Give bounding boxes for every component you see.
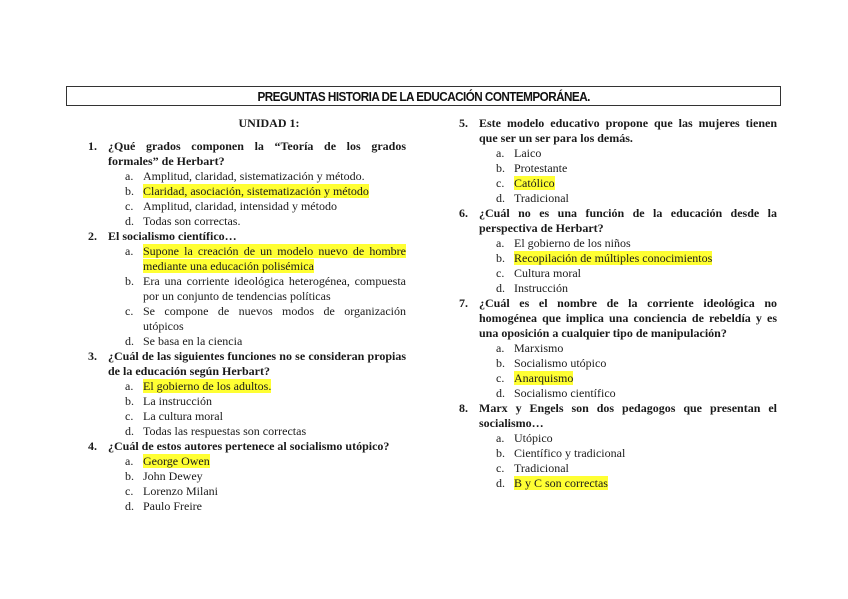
option-text: [514, 446, 777, 461]
answer-text: Marxismo: [514, 341, 564, 355]
option-list: [88, 379, 406, 439]
answer-text: Se basa en la ciencia: [143, 334, 243, 348]
option-letter: b.: [496, 446, 505, 460]
question-text: ¿Cuál es el nombre de la corriente ideológica no homogénea que implica una conciencia de rebeldía y es una oposición a cualquier tipo de manipulación?: [479, 296, 777, 340]
option-letter: a.: [496, 146, 505, 160]
question-4: [88, 439, 406, 514]
option-letter: c.: [496, 176, 505, 190]
question-heading: [88, 139, 406, 169]
answer-text: Todas las respuestas son correctas: [143, 424, 307, 438]
answer-option: [459, 161, 777, 176]
option-text: [514, 146, 777, 161]
option-list: [459, 431, 777, 491]
option-text: [514, 176, 777, 191]
option-letter: d.: [125, 214, 134, 228]
question-heading: [459, 206, 777, 236]
question-heading: [88, 349, 406, 379]
answer-text: Se compone de nuevos modos de organización utópicos: [143, 304, 406, 333]
question-5: [459, 116, 777, 206]
answer-text: Instrucción: [514, 281, 568, 295]
option-letter: a.: [125, 379, 134, 393]
unit-heading: UNIDAD 1:: [238, 116, 300, 130]
option-letter: a.: [496, 341, 505, 355]
option-text: [143, 409, 406, 424]
answer-text: Era una corriente ideológica heterogénea, compuesta por un conjunto de tendencias políticas: [143, 274, 406, 303]
question-number: 1.: [88, 139, 97, 153]
answer-option: [88, 169, 406, 184]
option-list: [88, 454, 406, 514]
option-text: [514, 431, 777, 446]
answer-text: Protestante: [514, 161, 568, 175]
answer-option: [88, 424, 406, 439]
question-7: [459, 296, 777, 401]
document-title-box: [66, 86, 781, 106]
option-letter: c.: [496, 371, 505, 385]
option-list: [459, 146, 777, 206]
option-letter: c.: [125, 409, 134, 423]
option-letter: d.: [496, 191, 505, 205]
answer-option: [88, 484, 406, 499]
option-text: [143, 454, 406, 469]
highlighted-answer: Supone la creación de un modelo nuevo de hombre mediante una educación polisémica: [143, 244, 406, 273]
question-1: [88, 139, 406, 229]
option-letter: c.: [125, 484, 134, 498]
option-text: [143, 184, 406, 199]
answer-text: Utópico: [514, 431, 553, 445]
option-text: [514, 461, 777, 476]
option-text: [143, 394, 406, 409]
question-number: 2.: [88, 229, 97, 243]
option-letter: a.: [125, 169, 134, 183]
answer-option: [459, 191, 777, 206]
answer-option-highlighted: [459, 176, 777, 191]
option-text: [514, 251, 777, 266]
option-letter: c.: [496, 461, 505, 475]
question-text: El socialismo científico…: [108, 229, 237, 243]
answer-text: Socialismo utópico: [514, 356, 607, 370]
question-text: ¿Cuál de las siguientes funciones no se consideran propias de la educación según Herbart?: [108, 349, 406, 378]
answer-text: Amplitud, claridad, sistematización y método.: [143, 169, 365, 183]
option-text: [514, 476, 777, 491]
option-text: [143, 244, 406, 274]
answer-option-highlighted: [459, 476, 777, 491]
answer-option: [88, 304, 406, 334]
option-letter: b.: [496, 356, 505, 370]
answer-option: [459, 266, 777, 281]
question-heading: [88, 229, 406, 244]
answer-option: [88, 199, 406, 214]
highlighted-answer: El gobierno de los adultos.: [143, 379, 272, 393]
answer-option: [88, 394, 406, 409]
option-letter: b.: [125, 394, 134, 408]
option-text: [514, 161, 777, 176]
answer-option: [459, 341, 777, 356]
document-title: PREGUNTAS HISTORIA DE LA EDUCACIÓN CONTEMPORÁNEA.: [257, 88, 590, 104]
option-text: [514, 236, 777, 251]
answer-text: Lorenzo Milani: [143, 484, 218, 498]
answer-option-highlighted: [459, 251, 777, 266]
question-heading: [459, 116, 777, 146]
option-letter: d.: [125, 499, 134, 513]
highlighted-answer: Claridad, asociación, sistematización y método: [143, 184, 369, 198]
answer-text: Paulo Freire: [143, 499, 202, 513]
answer-option: [88, 274, 406, 304]
option-text: [143, 484, 406, 499]
option-text: [143, 274, 406, 304]
answer-option: [459, 356, 777, 371]
option-text: [514, 191, 777, 206]
answer-option: [88, 214, 406, 229]
answer-option: [88, 409, 406, 424]
answer-text: Tradicional: [514, 191, 569, 205]
option-list: [459, 236, 777, 296]
highlighted-answer: Católico: [514, 176, 555, 190]
option-text: [514, 266, 777, 281]
option-letter: c.: [496, 266, 505, 280]
option-text: [143, 334, 406, 349]
question-6: [459, 206, 777, 296]
answer-option: [88, 499, 406, 514]
option-text: [514, 371, 777, 386]
option-letter: a.: [496, 431, 505, 445]
answer-text: Amplitud, claridad, intensidad y método: [143, 199, 337, 213]
answer-text: Laico: [514, 146, 542, 160]
answer-option-highlighted: [459, 371, 777, 386]
question-8: [459, 401, 777, 491]
answer-option: [459, 386, 777, 401]
option-text: [143, 169, 406, 184]
right-column: [459, 116, 777, 491]
answer-option: [459, 461, 777, 476]
option-list: [88, 244, 406, 349]
option-text: [514, 386, 777, 401]
option-letter: b.: [496, 251, 505, 265]
question-number: 7.: [459, 296, 468, 310]
option-letter: d.: [496, 386, 505, 400]
answer-option: [88, 469, 406, 484]
question-text: ¿Cuál de estos autores pertenece al socialismo utópico?: [108, 439, 390, 453]
answer-text: Científico y tradicional: [514, 446, 626, 460]
highlighted-answer: Anarquismo: [514, 371, 574, 385]
option-letter: b.: [125, 274, 134, 288]
question-number: 3.: [88, 349, 97, 363]
option-text: [514, 281, 777, 296]
question-text: Este modelo educativo propone que las mujeres tienen que ser un ser para los demás.: [479, 116, 777, 145]
answer-text: Socialismo científico: [514, 386, 616, 400]
option-letter: b.: [496, 161, 505, 175]
option-text: [143, 379, 406, 394]
answer-option: [459, 281, 777, 296]
answer-text: Todas son correctas.: [143, 214, 241, 228]
answer-option: [459, 431, 777, 446]
option-text: [514, 356, 777, 371]
answer-option: [459, 236, 777, 251]
question-number: 5.: [459, 116, 468, 130]
option-list: [88, 169, 406, 229]
question-number: 8.: [459, 401, 468, 415]
answer-option-highlighted: [88, 244, 406, 274]
answer-option: [459, 446, 777, 461]
question-3: [88, 349, 406, 439]
answer-option: [88, 334, 406, 349]
left-question-list: [88, 139, 406, 514]
question-heading: [88, 439, 406, 454]
option-letter: d.: [496, 281, 505, 295]
option-text: [143, 469, 406, 484]
option-letter: d.: [125, 334, 134, 348]
option-letter: a.: [125, 454, 134, 468]
answer-text: Cultura moral: [514, 266, 581, 280]
option-letter: d.: [496, 476, 505, 490]
answer-text: El gobierno de los niños: [514, 236, 631, 250]
answer-option: [459, 146, 777, 161]
left-column: [88, 116, 406, 514]
option-list: [459, 341, 777, 401]
option-letter: b.: [125, 469, 134, 483]
option-letter: c.: [125, 199, 134, 213]
answer-text: La instrucción: [143, 394, 212, 408]
answer-option-highlighted: [88, 184, 406, 199]
question-text: ¿Qué grados componen la “Teoría de los grados formales” de Herbart?: [108, 139, 406, 168]
question-heading: [459, 296, 777, 341]
option-letter: a.: [496, 236, 505, 250]
question-2: [88, 229, 406, 349]
highlighted-answer: Recopilación de múltiples conocimientos: [514, 251, 713, 265]
option-letter: c.: [125, 304, 134, 318]
option-letter: b.: [125, 184, 134, 198]
answer-text: La cultura moral: [143, 409, 223, 423]
question-heading: [459, 401, 777, 431]
option-letter: a.: [125, 244, 134, 258]
answer-text: Tradicional: [514, 461, 569, 475]
answer-option-highlighted: [88, 379, 406, 394]
question-text: ¿Cuál no es una función de la educación desde la perspectiva de Herbart?: [479, 206, 777, 235]
option-text: [143, 424, 406, 439]
highlighted-answer: B y C son correctas: [514, 476, 608, 490]
option-text: [143, 214, 406, 229]
option-text: [143, 499, 406, 514]
question-text: Marx y Engels son dos pedagogos que presentan el socialismo…: [479, 401, 777, 430]
option-letter: d.: [125, 424, 134, 438]
option-text: [143, 304, 406, 334]
highlighted-answer: George Owen: [143, 454, 210, 468]
question-number: 4.: [88, 439, 97, 453]
option-text: [514, 341, 777, 356]
answer-option-highlighted: [88, 454, 406, 469]
right-question-list: [459, 116, 777, 491]
answer-text: John Dewey: [143, 469, 203, 483]
question-number: 6.: [459, 206, 468, 220]
option-text: [143, 199, 406, 214]
